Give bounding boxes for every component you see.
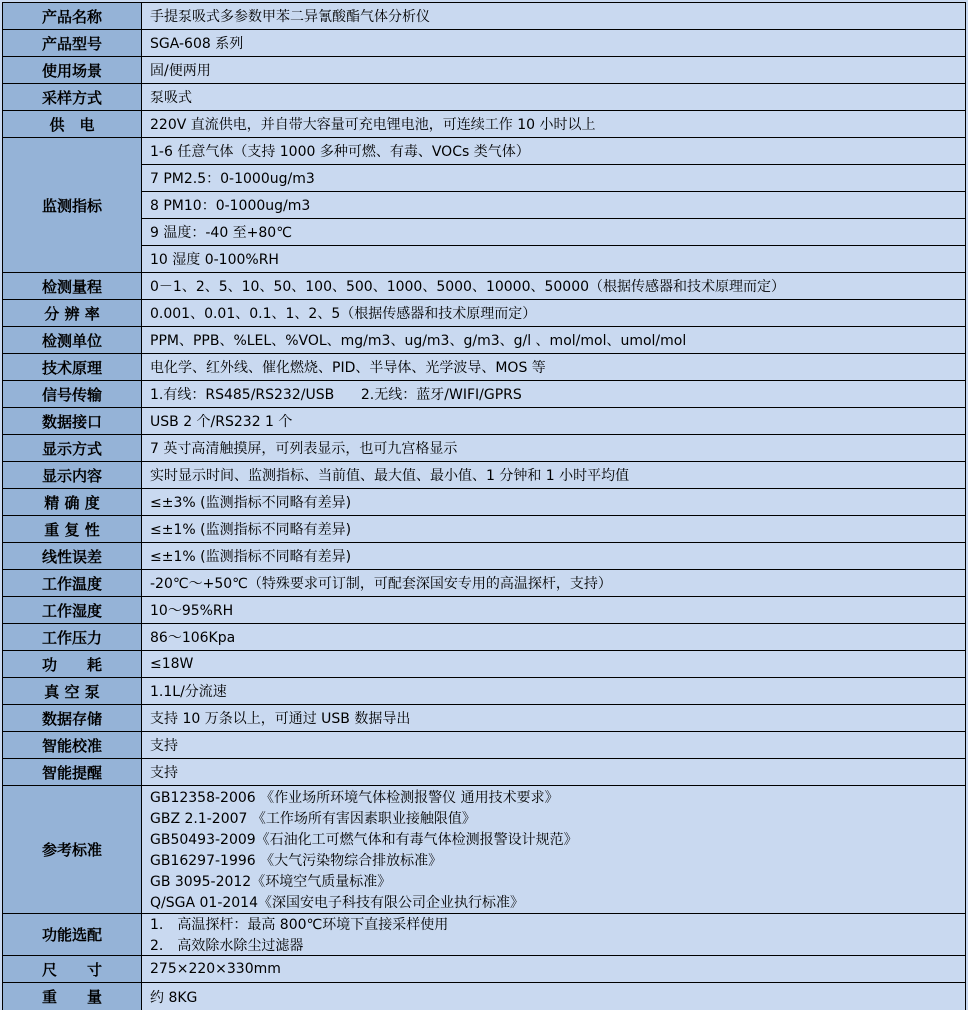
monitoring-indicator-item: 10 湿度 0-100%RH [150,252,279,268]
value-vacuum-pump: 1.1L/分流速 [142,678,965,704]
label-data-storage: 数据存储 [3,705,142,731]
label-dimensions: 尺 寸 [3,956,142,982]
row-weight [3,983,965,1010]
label-working-pressure: 工作压力 [3,624,142,650]
row-detection-unit [3,327,965,354]
label-reference-standards: 参考标准 [3,786,142,913]
value-display-mode: 7 英寸高清触摸屏，可列表显示，也可九宫格显示 [142,435,965,461]
label-power-consumption: 功 耗 [3,651,142,677]
row-repeatability [3,516,965,543]
reference-standard-item: GBZ 2.1-2007 《工作场所有害因素职业接触限值》 [150,811,476,827]
label-smart-calibration: 智能校准 [3,732,142,758]
label-working-temperature: 工作温度 [3,570,142,596]
value-accuracy: ≤±3% (监测指标不同略有差异) [142,489,965,515]
optional-feature-item: 1. 高温探杆：最高 800℃环境下直接采样使用 [150,917,449,934]
row-working-pressure [3,624,965,651]
value-resolution: 0.001、0.01、0.1、1、2、5（根据传感器和技术原理而定） [142,300,965,326]
label-data-interface: 数据接口 [3,408,142,434]
optional-features-list [142,914,965,955]
value-power-supply: 220V 直流供电，并自带大容量可充电锂电池，可连续工作 10 小时以上 [142,111,965,137]
monitoring-indicator-item: 8 PM10：0-1000ug/m3 [142,192,965,219]
row-usage-scenario [3,57,965,84]
label-power-supply: 供 电 [3,111,142,137]
reference-standard-item: GB12358-2006 《作业场所环境气体检测报警仪 通用技术要求》 [150,790,559,806]
reference-standard-item: GB16297-1996 《大气污染物综合排放标准》 [150,853,443,869]
label-detection-unit: 检测单位 [3,327,142,353]
value-smart-calibration: 支持 [142,732,965,758]
label-display-content: 显示内容 [3,462,142,488]
label-signal-transmission: 信号传输 [3,381,142,407]
label-smart-reminder: 智能提醒 [3,759,142,785]
value-repeatability: ≤±1% (监测指标不同略有差异) [142,516,965,542]
row-power-consumption [3,651,965,678]
row-display-mode [3,435,965,462]
reference-standard-item: Q/SGA 01-2014《深国安电子科技有限公司企业执行标准》 [150,895,524,911]
monitoring-indicator-item: 9 温度：-40 至+80℃ [142,219,965,246]
value-product-name: 手提泵吸式多参数甲苯二异氰酸酯气体分析仪 [142,3,965,29]
reference-standards-list [142,786,965,913]
label-linearity-error: 线性误差 [3,543,142,569]
monitoring-indicator-item: 1-6 任意气体（支持 1000 多种可燃、有毒、VOCs 类气体） [142,138,965,165]
row-data-storage [3,705,965,732]
value-display-content: 实时显示时间、监测指标、当前值、最大值、最小值、1 分钟和 1 小时平均值 [142,462,965,488]
label-monitoring-indicators: 监测指标 [3,138,142,272]
label-vacuum-pump: 真 空 泵 [3,678,142,704]
row-resolution [3,300,965,327]
row-product-name [3,3,965,30]
value-data-interface: USB 2 个/RS232 1 个 [142,408,965,434]
row-working-humidity [3,597,965,624]
row-linearity-error [3,543,965,570]
reference-standard-item: GB50493-2009《石油化工可燃气体和有毒气体检测报警设计规范》 [150,832,578,848]
row-reference-standards [3,786,965,914]
row-smart-calibration [3,732,965,759]
label-product-name: 产品名称 [3,3,142,29]
label-product-model: 产品型号 [3,30,142,56]
row-power-supply [3,111,965,138]
label-repeatability: 重 复 性 [3,516,142,542]
row-working-temperature [3,570,965,597]
monitoring-indicator-item: 7 PM2.5：0-1000ug/m3 [142,165,965,192]
value-weight: 约 8KG [142,983,965,1010]
row-technical-principle [3,354,965,381]
row-optional-features [3,914,965,956]
value-usage-scenario: 固/便两用 [142,57,965,83]
row-display-content [3,462,965,489]
optional-feature-item: 2. 高效除水除尘过滤器 [150,937,304,954]
row-signal-transmission [3,381,965,408]
label-accuracy: 精 确 度 [3,489,142,515]
label-weight: 重 量 [3,983,142,1010]
row-detection-range [3,273,965,300]
row-smart-reminder [3,759,965,786]
spec-table [2,2,966,1010]
value-smart-reminder: 支持 [142,759,965,785]
monitoring-indicators-list [142,138,965,272]
value-product-model: SGA-608 系列 [142,30,965,56]
row-dimensions [3,956,965,983]
value-power-consumption: ≤18W [142,651,965,677]
value-linearity-error: ≤±1% (监测指标不同略有差异) [142,543,965,569]
row-accuracy [3,489,965,516]
value-working-humidity: 10～95%RH [142,597,965,623]
label-optional-features: 功能选配 [3,914,142,955]
reference-standard-item: GB 3095-2012《环境空气质量标准》 [150,874,392,890]
row-sampling-method [3,84,965,111]
value-signal-transmission: 1.有线：RS485/RS232/USB 2.无线：蓝牙/WIFI/GPRS [142,381,965,407]
label-display-mode: 显示方式 [3,435,142,461]
value-detection-unit: PPM、PPB、%LEL、%VOL、mg/m3、ug/m3、g/m3、g/l 、mol/mol、umol/mol [142,327,965,353]
row-monitoring-indicators [3,138,965,273]
label-resolution: 分 辨 率 [3,300,142,326]
label-detection-range: 检测量程 [3,273,142,299]
value-dimensions: 275×220×330mm [142,956,965,982]
row-vacuum-pump [3,678,965,705]
value-technical-principle: 电化学、红外线、催化燃烧、PID、半导体、光学波导、MOS 等 [142,354,965,380]
label-usage-scenario: 使用场景 [3,57,142,83]
label-sampling-method: 采样方式 [3,84,142,110]
row-product-model [3,30,965,57]
label-technical-principle: 技术原理 [3,354,142,380]
label-working-humidity: 工作湿度 [3,597,142,623]
value-detection-range: 0－1、2、5、10、50、100、500、1000、5000、10000、50000（根据传感器和技术原理而定） [142,273,965,299]
value-sampling-method: 泵吸式 [142,84,965,110]
value-working-pressure: 86～106Kpa [142,624,965,650]
value-working-temperature: -20℃～+50℃（特殊要求可订制，可配套深国安专用的高温探杆，支持） [142,570,965,596]
value-data-storage: 支持 10 万条以上，可通过 USB 数据导出 [142,705,965,731]
row-data-interface [3,408,965,435]
